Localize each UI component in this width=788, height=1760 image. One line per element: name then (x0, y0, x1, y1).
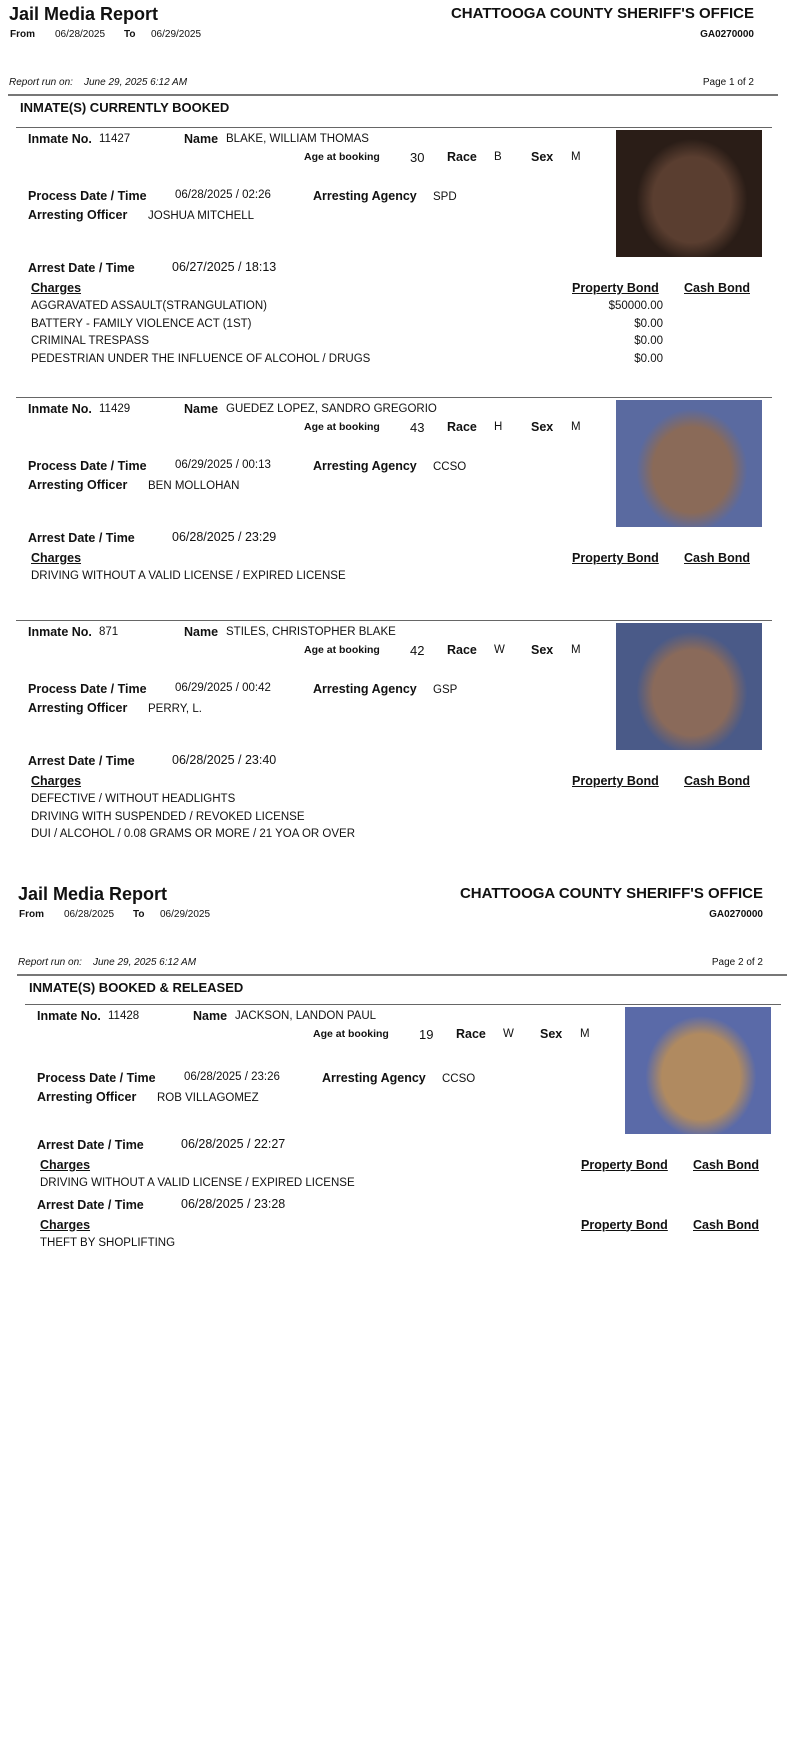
charge-description: DRIVING WITHOUT A VALID LICENSE / EXPIRED LICENSE (31, 570, 346, 582)
property-bond-header: Property Bond (572, 281, 659, 295)
property-bond-amount: $0.00 (634, 317, 663, 330)
inmate-no: 11428 (108, 1010, 140, 1022)
age-value: 19 (419, 1027, 434, 1042)
charge-description: PEDESTRIAN UNDER THE INFLUENCE OF ALCOHOL / DRUGS (31, 352, 371, 365)
header-divider (8, 94, 778, 96)
charge-description: DEFECTIVE / WITHOUT HEADLIGHTS (31, 793, 236, 805)
process-date-label: Process Date / Time (28, 459, 147, 473)
report-run-on-label: Report run on: (9, 77, 73, 88)
inmate-record (0, 127, 788, 387)
name-label: Name (193, 1009, 228, 1023)
charges-header: Charges (31, 551, 82, 565)
race-value: H (494, 421, 503, 433)
inmate-name: STILES, CHRISTOPHER BLAKE (226, 626, 396, 638)
race-value: W (503, 1028, 514, 1040)
report-run-on: June 29, 2025 6:12 AM (84, 77, 188, 88)
age-label: Age at booking (304, 421, 380, 433)
page-number: Page 2 of 2 (711, 957, 763, 968)
process-date-label: Process Date / Time (28, 189, 147, 203)
arresting-officer-label: Arresting Officer (28, 208, 128, 222)
name-label: Name (184, 625, 219, 639)
age-label: Age at booking (313, 1028, 389, 1040)
sex-value: M (571, 151, 581, 163)
inmate-no: 11429 (99, 403, 131, 415)
sex-label: Sex (531, 643, 554, 657)
mugshot-photo (616, 400, 762, 527)
sex-value: M (580, 1028, 590, 1040)
sex-label: Sex (540, 1027, 563, 1041)
inmate-no: 871 (99, 626, 119, 638)
process-date-value: 06/28/2025 / 23:26 (184, 1071, 280, 1083)
record-divider (16, 127, 772, 128)
charge-description: CRIMINAL TRESPASS (31, 335, 150, 347)
race-value: W (494, 644, 505, 656)
age-label: Age at booking (304, 644, 380, 656)
mugshot-photo (616, 623, 762, 750)
record-divider (16, 620, 772, 621)
ori-number: GA0270000 (700, 29, 754, 40)
from-date: 06/28/2025 (64, 909, 115, 920)
race-value: B (494, 151, 502, 163)
race-label: Race (456, 1027, 486, 1041)
age-value: 30 (410, 150, 425, 165)
process-date-label: Process Date / Time (28, 682, 147, 696)
arresting-officer-label: Arresting Officer (28, 701, 128, 715)
inmate-name: BLAKE, WILLIAM THOMAS (226, 133, 369, 145)
record-divider (25, 1004, 781, 1005)
charges-header: Charges (31, 281, 82, 295)
inmate-no-label: Inmate No. (37, 1009, 101, 1023)
report-title: Jail Media Report (18, 884, 168, 904)
cash-bond-header: Cash Bond (693, 1158, 759, 1172)
cash-bond-header: Cash Bond (693, 1217, 759, 1232)
property-bond-header: Property Bond (581, 1158, 668, 1172)
age-value: 43 (410, 420, 425, 435)
age-label: Age at booking (304, 151, 380, 163)
to-date: 06/29/2025 (151, 29, 202, 40)
arresting-officer-label: Arresting Officer (37, 1090, 137, 1104)
mugshot-photo (616, 130, 762, 257)
process-date-value: 06/29/2025 / 00:42 (175, 682, 271, 694)
name-label: Name (184, 132, 219, 146)
sex-label: Sex (531, 420, 554, 434)
property-bond-header: Property Bond (572, 551, 659, 565)
arresting-agency-label: Arresting Agency (313, 459, 417, 473)
arresting-officer-value: ROB VILLAGOMEZ (157, 1092, 259, 1104)
process-date-label: Process Date / Time (37, 1071, 156, 1085)
page-number: Page 1 of 2 (702, 77, 754, 88)
charges-header: Charges (40, 1217, 91, 1232)
from-label: From (10, 29, 35, 40)
arrest-date-value: 06/28/2025 / 23:28 (181, 1196, 286, 1211)
name-label: Name (184, 402, 219, 416)
charges-header: Charges (31, 774, 82, 788)
to-label: To (124, 29, 136, 40)
arresting-agency-label: Arresting Agency (322, 1071, 426, 1085)
charge-description: BATTERY - FAMILY VIOLENCE ACT (1ST) (31, 317, 252, 330)
sex-value: M (571, 421, 581, 433)
property-bond-amount: $0.00 (634, 352, 663, 365)
record-divider (16, 397, 772, 398)
inmate-name: JACKSON, LANDON PAUL (235, 1010, 377, 1022)
arresting-agency-value: CCSO (442, 1073, 476, 1085)
to-date: 06/29/2025 (160, 909, 211, 920)
arrest-date-label: Arrest Date / Time (28, 261, 135, 275)
inmate-no: 11427 (99, 133, 131, 145)
report-run-on-label: Report run on: (18, 957, 82, 968)
cash-bond-header: Cash Bond (684, 281, 750, 295)
sex-label: Sex (531, 150, 554, 164)
agency-name: CHATTOOGA COUNTY SHERIFF'S OFFICE (459, 885, 763, 902)
mugshot-photo (625, 1007, 771, 1134)
section-title: INMATE(S) CURRENTLY BOOKED (20, 100, 230, 115)
report-run-on: June 29, 2025 6:12 AM (93, 957, 197, 968)
from-date: 06/28/2025 (55, 29, 106, 40)
charges-header: Charges (40, 1158, 91, 1172)
inmate-record (9, 1004, 788, 1264)
arresting-officer-value: JOSHUA MITCHELL (148, 210, 255, 222)
property-bond-header: Property Bond (572, 774, 659, 788)
arresting-officer-value: PERRY, L. (148, 703, 202, 715)
charge-description: DUI / ALCOHOL / 0.08 GRAMS OR MORE / 21 YOA OR OVER (31, 828, 356, 840)
arrest-date-value: 06/27/2025 / 18:13 (172, 260, 277, 274)
arresting-agency-label: Arresting Agency (313, 682, 417, 696)
agency-name: CHATTOOGA COUNTY SHERIFF'S OFFICE (450, 5, 754, 22)
inmate-record (0, 620, 788, 880)
to-label: To (133, 909, 145, 920)
arrest-date-value: 06/28/2025 / 23:40 (172, 753, 277, 767)
arrest-date-label: Arrest Date / Time (28, 531, 135, 545)
cash-bond-header: Cash Bond (684, 774, 750, 788)
arresting-agency-value: GSP (433, 684, 458, 696)
charge-description: DRIVING WITH SUSPENDED / REVOKED LICENSE (31, 810, 305, 823)
race-label: Race (447, 150, 477, 164)
property-bond-amount: $0.00 (634, 335, 663, 347)
inmate-no-label: Inmate No. (28, 625, 92, 639)
cash-bond-header: Cash Bond (684, 551, 750, 565)
arrest-date-value: 06/28/2025 / 23:29 (172, 530, 277, 544)
sex-value: M (571, 644, 581, 656)
charge-description: DRIVING WITHOUT A VALID LICENSE / EXPIRED LICENSE (40, 1177, 355, 1189)
arrest-date-label: Arrest Date / Time (28, 754, 135, 768)
inmate-record (0, 397, 788, 657)
report-title: Jail Media Report (9, 4, 159, 24)
header-divider (17, 974, 787, 976)
arrest-date-label: Arrest Date / Time (37, 1197, 144, 1212)
inmate-no-label: Inmate No. (28, 132, 92, 146)
inmate-no-label: Inmate No. (28, 402, 92, 416)
property-bond-amount: $50000.00 (608, 300, 663, 312)
arrest-date-value: 06/28/2025 / 22:27 (181, 1137, 286, 1151)
from-label: From (19, 909, 44, 920)
charge-description: AGGRAVATED ASSAULT(STRANGULATION) (31, 300, 267, 312)
inmate-name: GUEDEZ LOPEZ, SANDRO GREGORIO (226, 403, 437, 415)
age-value: 42 (410, 643, 425, 658)
arresting-agency-value: SPD (433, 191, 457, 203)
process-date-value: 06/28/2025 / 02:26 (175, 189, 271, 201)
charge-description: THEFT BY SHOPLIFTING (40, 1236, 176, 1249)
arresting-officer-value: BEN MOLLOHAN (148, 480, 240, 492)
arresting-agency-value: CCSO (433, 461, 467, 473)
process-date-value: 06/29/2025 / 00:13 (175, 459, 271, 471)
section-title: INMATE(S) BOOKED & RELEASED (29, 980, 244, 995)
arresting-officer-label: Arresting Officer (28, 478, 128, 492)
race-label: Race (447, 420, 477, 434)
arresting-agency-label: Arresting Agency (313, 189, 417, 203)
ori-number: GA0270000 (709, 909, 763, 920)
race-label: Race (447, 643, 477, 657)
arrest-date-label: Arrest Date / Time (37, 1138, 144, 1152)
property-bond-header: Property Bond (581, 1217, 668, 1232)
